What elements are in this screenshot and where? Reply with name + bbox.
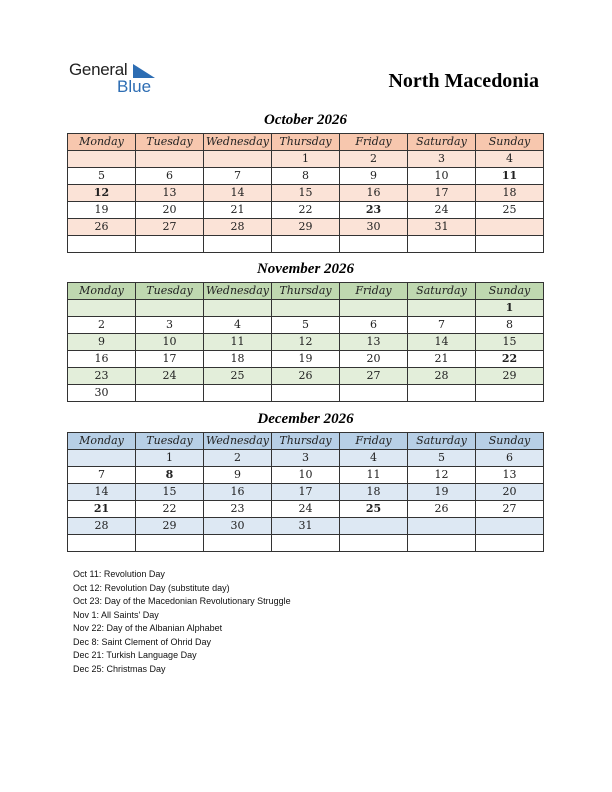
day-cell: 23 [204,501,272,518]
day-cell [408,236,476,253]
day-cell: 28 [68,518,136,535]
calendar-october [67,133,544,253]
day-cell [68,236,136,253]
day-cell: 30 [204,518,272,535]
day-cell: 14 [204,185,272,202]
calendar-december [67,432,544,552]
day-cell: 8 [476,317,544,334]
day-cell: 2 [68,317,136,334]
week-row [68,202,544,219]
weekday-header: Thursday [272,433,340,450]
day-cell: 23 [340,202,408,219]
day-cell [136,236,204,253]
day-cell [136,151,204,168]
weekday-header: Thursday [272,283,340,300]
day-cell: 8 [272,168,340,185]
day-cell: 17 [136,351,204,368]
week-row [68,450,544,467]
week-row [68,185,544,202]
day-cell: 3 [408,151,476,168]
day-cell: 12 [68,185,136,202]
day-cell: 7 [204,168,272,185]
day-cell [408,300,476,317]
holiday-item: Oct 23: Day of the Macedonian Revolutionary Struggle [73,596,291,606]
day-cell: 21 [204,202,272,219]
logo [69,60,159,98]
day-cell: 29 [136,518,204,535]
day-cell: 17 [408,185,476,202]
day-cell [408,518,476,535]
weekday-header: Wednesday [204,283,272,300]
day-cell: 24 [272,501,340,518]
day-cell: 9 [340,168,408,185]
day-cell: 18 [340,484,408,501]
holiday-item: Oct 11: Revolution Day [73,569,165,579]
weekday-header: Thursday [272,134,340,151]
weekday-header: Friday [340,134,408,151]
day-cell: 27 [476,501,544,518]
week-row [68,219,544,236]
holiday-item: Oct 12: Revolution Day (substitute day) [73,582,230,593]
week-row [68,535,544,552]
day-cell: 20 [340,351,408,368]
day-cell: 29 [272,219,340,236]
logo-text-general: General [69,60,128,79]
day-cell [408,385,476,402]
day-cell [476,219,544,236]
day-cell: 6 [340,317,408,334]
holiday-list [73,568,291,676]
day-cell: 16 [204,484,272,501]
day-cell: 16 [68,351,136,368]
day-cell [204,236,272,253]
day-cell: 17 [272,484,340,501]
day-cell: 18 [476,185,544,202]
holiday-item: Dec 8: Saint Clement of Ohrid Day [73,636,212,647]
week-row [68,317,544,334]
weekday-header: Monday [68,433,136,450]
day-cell: 26 [68,219,136,236]
weekday-header: Wednesday [204,433,272,450]
day-cell [204,535,272,552]
day-cell: 16 [340,185,408,202]
country-title: North Macedonia [388,70,539,92]
day-cell: 9 [204,467,272,484]
day-cell: 19 [272,351,340,368]
day-cell [272,385,340,402]
day-cell: 30 [340,219,408,236]
week-row [68,467,544,484]
day-cell: 31 [272,518,340,535]
logo-triangle-icon [133,64,155,78]
day-cell: 6 [476,450,544,467]
day-cell: 21 [68,501,136,518]
day-cell: 15 [476,334,544,351]
week-row [68,151,544,168]
day-cell: 26 [408,501,476,518]
day-cell [476,385,544,402]
day-cell: 12 [408,467,476,484]
day-cell: 22 [136,501,204,518]
day-cell [340,385,408,402]
day-cell [272,535,340,552]
weekday-header: Sunday [476,283,544,300]
day-cell [68,535,136,552]
day-cell: 28 [204,219,272,236]
week-row [68,168,544,185]
day-cell: 5 [272,317,340,334]
day-cell: 21 [408,351,476,368]
day-cell: 7 [68,467,136,484]
day-cell: 24 [136,368,204,385]
day-cell: 15 [136,484,204,501]
holiday-item: Nov 1: All Saints' Day [73,609,159,620]
day-cell: 8 [136,467,204,484]
day-cell: 11 [204,334,272,351]
day-cell: 31 [408,219,476,236]
day-cell: 1 [476,300,544,317]
day-cell: 10 [408,168,476,185]
weekday-header: Saturday [408,433,476,450]
day-cell [340,300,408,317]
weekday-header: Sunday [476,433,544,450]
day-cell: 13 [476,467,544,484]
day-cell [204,300,272,317]
weekday-header: Sunday [476,134,544,151]
day-cell [272,300,340,317]
day-cell: 15 [272,185,340,202]
day-cell [476,535,544,552]
holiday-item: Nov 22: Day of the Albanian Alphabet [73,623,223,633]
day-cell: 4 [340,450,408,467]
day-cell: 19 [68,202,136,219]
day-cell: 4 [204,317,272,334]
week-row [68,368,544,385]
day-cell: 9 [68,334,136,351]
month-title-november: November 2026 [256,261,355,277]
day-cell: 25 [476,202,544,219]
day-cell: 3 [136,317,204,334]
day-cell: 10 [136,334,204,351]
day-cell: 30 [68,385,136,402]
day-cell: 25 [340,501,408,518]
weekday-header: Tuesday [136,134,204,151]
weekday-header: Wednesday [204,134,272,151]
weekday-header: Tuesday [136,283,204,300]
day-cell: 27 [136,219,204,236]
week-row [68,334,544,351]
day-cell: 2 [204,450,272,467]
day-cell: 26 [272,368,340,385]
day-cell: 23 [68,368,136,385]
day-cell: 4 [476,151,544,168]
day-cell: 22 [476,351,544,368]
weekday-header: Saturday [408,283,476,300]
day-cell: 29 [476,368,544,385]
day-cell [340,518,408,535]
weekday-header: Friday [340,283,408,300]
day-cell [68,450,136,467]
day-cell: 22 [272,202,340,219]
day-cell [340,236,408,253]
week-row [68,351,544,368]
day-cell [68,300,136,317]
day-cell [340,535,408,552]
day-cell: 18 [204,351,272,368]
week-row [68,501,544,518]
day-cell [272,236,340,253]
day-cell: 20 [476,484,544,501]
day-cell: 19 [408,484,476,501]
day-cell: 14 [408,334,476,351]
day-cell [204,385,272,402]
day-cell: 7 [408,317,476,334]
calendar-november [67,282,544,402]
holiday-item: Dec 21: Turkish Language Day [73,650,197,660]
holiday-item: Dec 25: Christmas Day [73,663,166,674]
day-cell: 5 [408,450,476,467]
day-cell: 11 [476,168,544,185]
day-cell: 6 [136,168,204,185]
day-cell: 27 [340,368,408,385]
day-cell: 1 [272,151,340,168]
day-cell [476,236,544,253]
month-title-october: October 2026 [264,112,347,128]
day-cell: 2 [340,151,408,168]
week-row [68,518,544,535]
weekday-header: Saturday [408,134,476,151]
day-cell: 13 [136,185,204,202]
weekday-header: Monday [68,134,136,151]
week-row [68,236,544,253]
weekday-header: Tuesday [136,433,204,450]
day-cell [408,535,476,552]
weekday-header: Monday [68,283,136,300]
day-cell: 24 [408,202,476,219]
day-cell: 3 [272,450,340,467]
day-cell [68,151,136,168]
day-cell: 14 [68,484,136,501]
day-cell [204,151,272,168]
day-cell [136,300,204,317]
day-cell: 20 [136,202,204,219]
day-cell: 28 [408,368,476,385]
day-cell: 11 [340,467,408,484]
week-row [68,484,544,501]
day-cell [136,385,204,402]
day-cell: 10 [272,467,340,484]
day-cell: 5 [68,168,136,185]
day-cell: 25 [204,368,272,385]
day-cell: 12 [272,334,340,351]
day-cell: 13 [340,334,408,351]
day-cell: 1 [136,450,204,467]
logo-text-blue: Blue [117,77,152,96]
week-row [68,385,544,402]
day-cell [136,535,204,552]
month-title-december: December 2026 [257,411,354,427]
day-cell [476,518,544,535]
weekday-header: Friday [340,433,408,450]
week-row [68,300,544,317]
